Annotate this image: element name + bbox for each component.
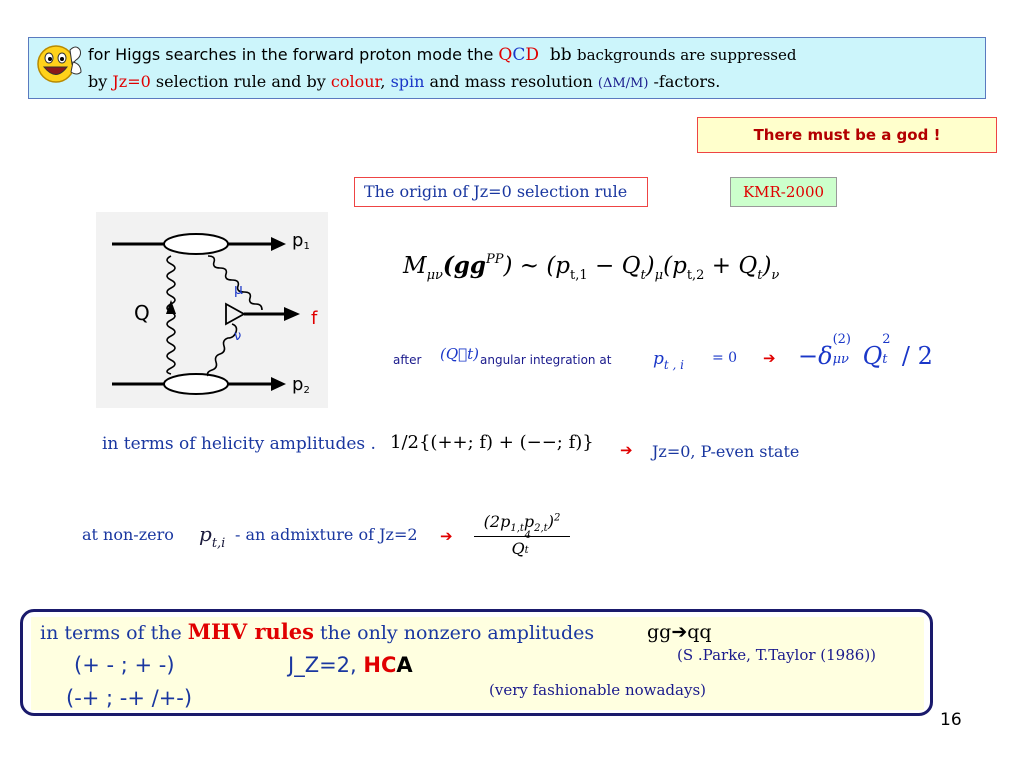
q-label: Q bbox=[134, 301, 150, 325]
mhv-line-1: in terms of the MHV rules the only nonzero amplitudes bbox=[40, 619, 595, 644]
comma-text: , bbox=[380, 72, 391, 91]
banner-line-2 bbox=[88, 72, 720, 91]
qcd-d: D bbox=[525, 45, 540, 65]
helicity-label: in terms of helicity amplitudes . bbox=[102, 434, 376, 454]
bb-text: bb bbox=[549, 45, 572, 65]
nu-label: ν bbox=[234, 329, 242, 344]
nonzero-label: at non-zero bbox=[82, 525, 174, 544]
p2-label: p2 bbox=[292, 374, 310, 396]
factors-text: -factors. bbox=[648, 72, 721, 91]
feynman-diagram bbox=[96, 212, 328, 408]
selection-text: selection rule and by bbox=[150, 72, 331, 91]
banner-text-b: backgrounds are suppressed bbox=[577, 46, 797, 64]
dm-m-text: (ΔM/M) bbox=[597, 76, 649, 91]
fraction-numerator: $(2p_{1,t}p_{2,t})^2$ bbox=[474, 512, 570, 537]
delta-formula: −δ (2) μν Q 2 t / 2 bbox=[798, 332, 933, 370]
colour-text: colour bbox=[330, 72, 381, 91]
p1-label: p1 bbox=[292, 230, 310, 252]
mu-label: μ bbox=[234, 282, 243, 298]
spin-text: spin bbox=[390, 72, 425, 91]
arrow-right-icon: ➔ bbox=[763, 349, 776, 367]
admixture-fraction bbox=[474, 512, 570, 558]
god-box: There must be a god ! bbox=[697, 117, 997, 153]
angular-label: angular integration at bbox=[480, 353, 612, 367]
helicity-formula: 1/2{(++; f) + (−−; f)} bbox=[390, 432, 594, 453]
m-formula: $M_{\mu\nu}(gg^{PP})$ ~ $(p_{t,1} - Q_t)_\mu(p_{t,2} + Q_t)_\nu$ bbox=[403, 252, 780, 283]
pti-symbol-2: $p_{t,i}$ bbox=[199, 522, 226, 551]
reference-label: (S .Parke, T.Taylor (1986)) bbox=[677, 646, 877, 664]
qcd-c: C bbox=[512, 45, 526, 65]
qt-vector: (Q⃗t) bbox=[440, 345, 480, 363]
smiley-icon bbox=[34, 40, 86, 86]
after-label: after bbox=[393, 353, 422, 367]
page-number: 16 bbox=[940, 710, 962, 730]
banner-line-1 bbox=[88, 45, 796, 65]
kmr-box: KMR-2000 bbox=[730, 177, 837, 207]
arrow-right-icon: ➔ bbox=[620, 441, 633, 459]
by-text: by bbox=[88, 72, 113, 91]
admixture-label: - an admixture of Jz=2 bbox=[235, 525, 418, 544]
jz0-state-label: Jz=0, P-even state bbox=[652, 442, 800, 461]
f-label: f bbox=[311, 308, 318, 329]
gg-qq-label: gg➔qq bbox=[647, 621, 712, 643]
banner-text-a: for Higgs searches in the forward proton mode the bbox=[88, 45, 499, 64]
qcd-q: Q bbox=[498, 45, 513, 65]
jz2-hca-label: J_Z=2, HCA bbox=[288, 653, 413, 677]
pti-symbol: $p_{t , i}$ bbox=[653, 349, 684, 372]
equals-zero: = 0 bbox=[712, 350, 738, 366]
fraction-denominator: Q 4 t bbox=[511, 530, 531, 559]
fashionable-label: (very fashionable nowadays) bbox=[489, 681, 706, 699]
jz0-text: Jz=0 bbox=[112, 72, 151, 91]
amplitude-1: (+ - ; + -) bbox=[74, 653, 175, 677]
origin-box: The origin of Jz=0 selection rule bbox=[354, 177, 648, 207]
arrow-right-icon: ➔ bbox=[440, 527, 453, 545]
amplitude-2: (-+ ; -+ /+-) bbox=[66, 686, 193, 710]
mass-text: and mass resolution bbox=[424, 72, 598, 91]
